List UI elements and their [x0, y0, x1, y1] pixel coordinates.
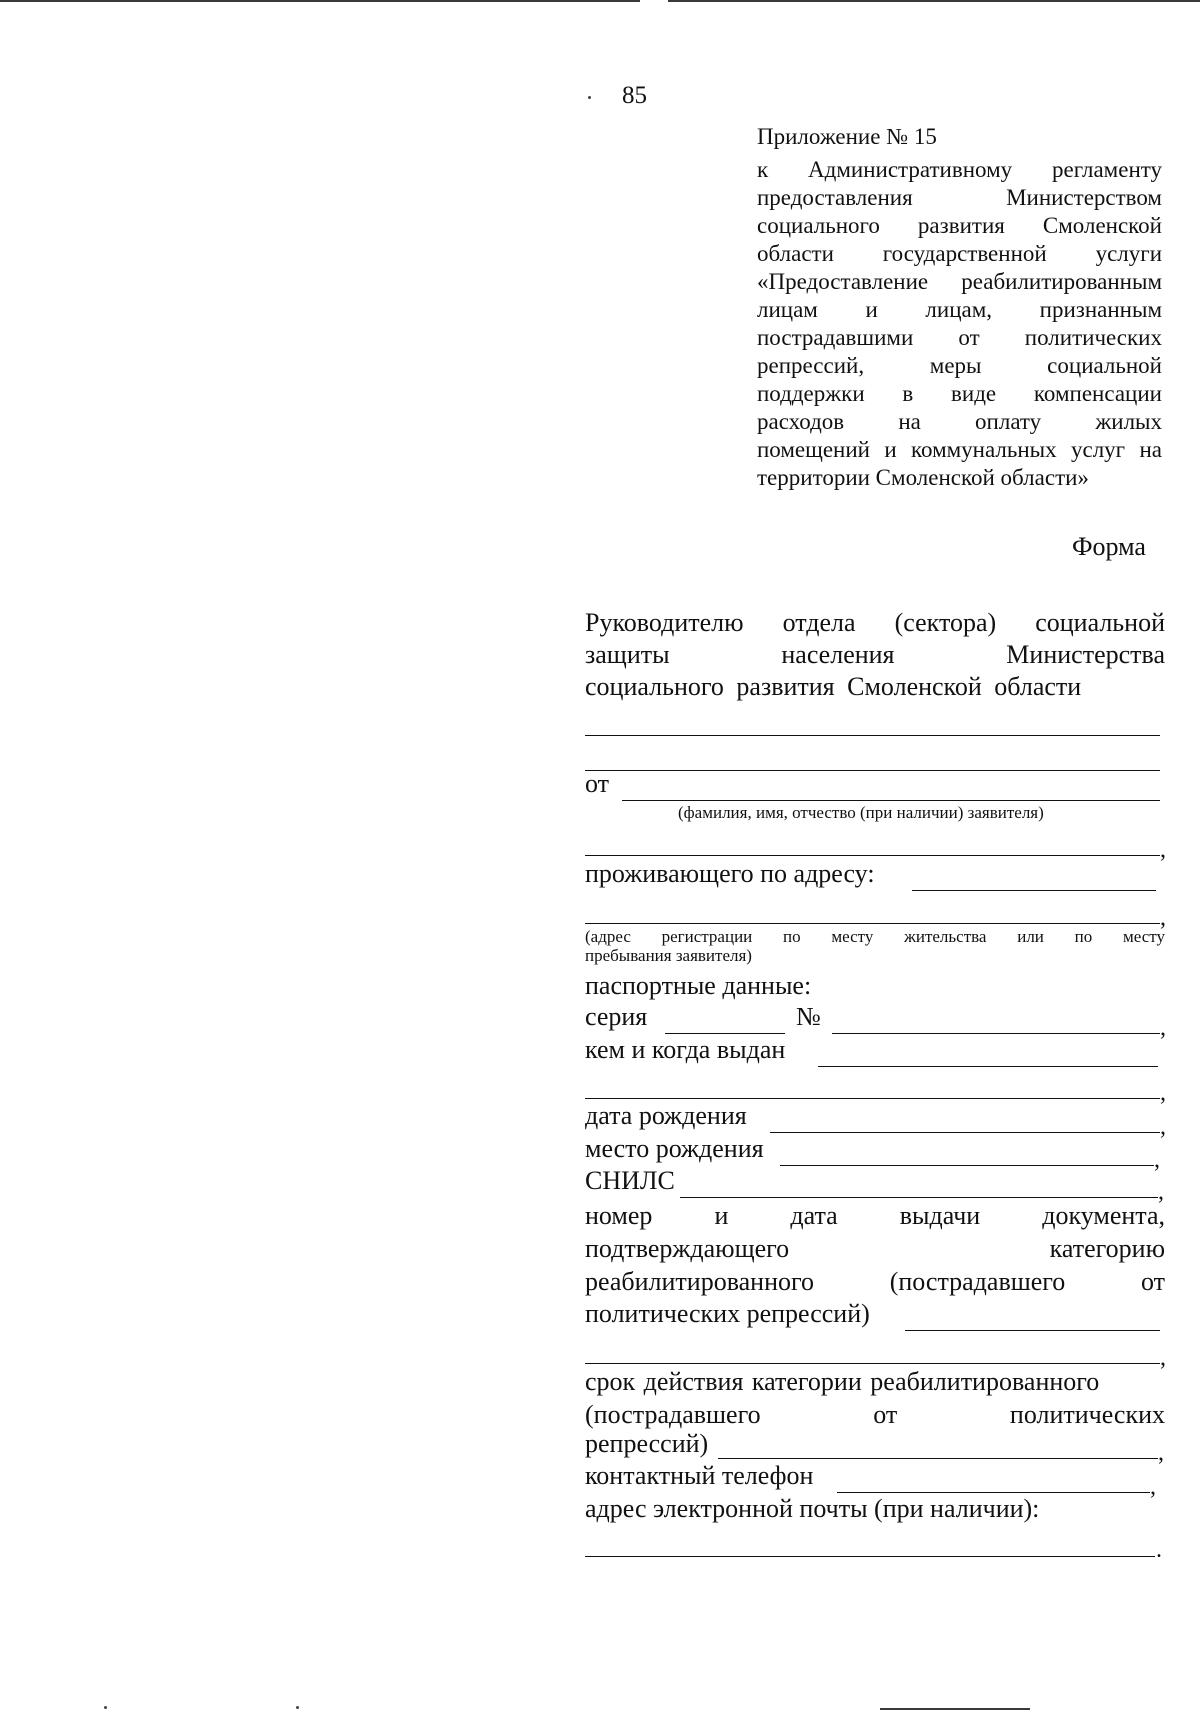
issued-label: кем и когда выдан [585, 1035, 786, 1064]
appendix-line: помещений и коммунальных услуг на [757, 437, 1162, 462]
birth-place-field[interactable] [780, 1165, 1154, 1166]
comma: , [1158, 1179, 1164, 1205]
applicant-name-field-cont[interactable] [585, 855, 1160, 856]
passport-issued-field-cont[interactable] [585, 1098, 1160, 1099]
document-line: подтверждающего категорию [585, 1234, 1165, 1263]
document-field-cont[interactable] [585, 1363, 1160, 1364]
addressee-line: Руководителю отдела (сектора) социальной [585, 608, 1165, 637]
appendix-line: поддержки в виде компенсации [757, 381, 1162, 406]
scan-dot [296, 1706, 299, 1709]
addressee-line: защиты населения Министерства [585, 640, 1165, 669]
fio-hint: (фамилия, имя, отчество (при наличии) заявителя) [678, 803, 1044, 822]
validity-field[interactable] [718, 1458, 1158, 1459]
from-label: от [585, 769, 610, 798]
document-last-line: политических репрессий) [585, 1299, 870, 1328]
email-label: адрес электронной почты (при наличии): [585, 1494, 1040, 1523]
number-label: № [796, 1002, 821, 1031]
document-field[interactable] [905, 1330, 1160, 1331]
address-hint-line2: пребывания заявителя) [585, 946, 752, 965]
appendix-line: пострадавшими от политических [757, 325, 1162, 350]
comma: , [1150, 1474, 1156, 1500]
appendix-last-line: территории Смоленской области» [757, 465, 1089, 490]
comma: , [1160, 1114, 1166, 1140]
address-field-cont[interactable] [585, 923, 1160, 924]
page-number: 85 [622, 82, 647, 109]
comma: , [1160, 1345, 1166, 1371]
appendix-line: социального развития Смоленской [757, 213, 1162, 238]
scan-bottom-line [880, 1708, 1030, 1710]
addressee-blank-line[interactable] [585, 735, 1160, 736]
birth-date-field[interactable] [770, 1132, 1160, 1133]
email-field[interactable] [585, 1556, 1155, 1557]
scan-dot [104, 1706, 107, 1709]
snils-label: СНИЛС [585, 1166, 675, 1195]
scan-dot [588, 96, 591, 99]
address-field[interactable] [912, 890, 1156, 891]
addressee-blank-line[interactable] [585, 770, 1160, 771]
validity-line1: срок действия категории реабилитированного [585, 1367, 1100, 1396]
comma: , [1154, 1147, 1160, 1173]
addressee-last-line: социального развития Смоленской области [585, 672, 1082, 701]
appendix-line: к Административному регламенту [757, 157, 1162, 182]
birth-place-label: место рождения [585, 1134, 764, 1163]
address-label: проживающего по адресу: [585, 859, 875, 888]
appendix-line: области государственной услуги [757, 241, 1162, 266]
scan-top-line [0, 0, 640, 2]
document-line: реабилитированного (пострадавшего от [585, 1267, 1165, 1296]
scan-top-line-right [668, 0, 1200, 2]
passport-number-field[interactable] [832, 1033, 1160, 1034]
comma: , [1160, 1080, 1166, 1106]
snils-field[interactable] [680, 1197, 1158, 1198]
validity-line2: (пострадавшего от политических [585, 1400, 1165, 1429]
birth-date-label: дата рождения [585, 1101, 747, 1130]
address-hint-line1: (адрес регистрации по месту жительства или по месту [585, 927, 1165, 946]
phone-label: контактный телефон [585, 1461, 814, 1490]
comma: , [1160, 905, 1166, 931]
document-line: номер и дата выдачи документа, [585, 1201, 1165, 1230]
appendix-line: «Предоставление реабилитированным [757, 269, 1162, 294]
validity-line3: репрессий) [585, 1429, 709, 1458]
appendix-title: Приложение № 15 [757, 124, 937, 149]
passport-label: паспортные данные: [585, 971, 812, 1000]
period: . [1156, 1537, 1162, 1563]
appendix-line: лицам и лицам, признанным [757, 297, 1162, 322]
series-label: серия [585, 1002, 648, 1031]
comma: , [1160, 1015, 1166, 1041]
appendix-line: репрессий, меры социальной [757, 353, 1162, 378]
appendix-line: предоставления Министерством [757, 185, 1162, 210]
applicant-name-field[interactable] [622, 800, 1160, 801]
comma: , [1158, 1440, 1164, 1466]
form-label: Форма [1072, 532, 1146, 561]
passport-issued-field[interactable] [818, 1066, 1158, 1067]
appendix-line: расходов на оплату жилых [757, 409, 1162, 434]
comma: , [1160, 837, 1166, 863]
